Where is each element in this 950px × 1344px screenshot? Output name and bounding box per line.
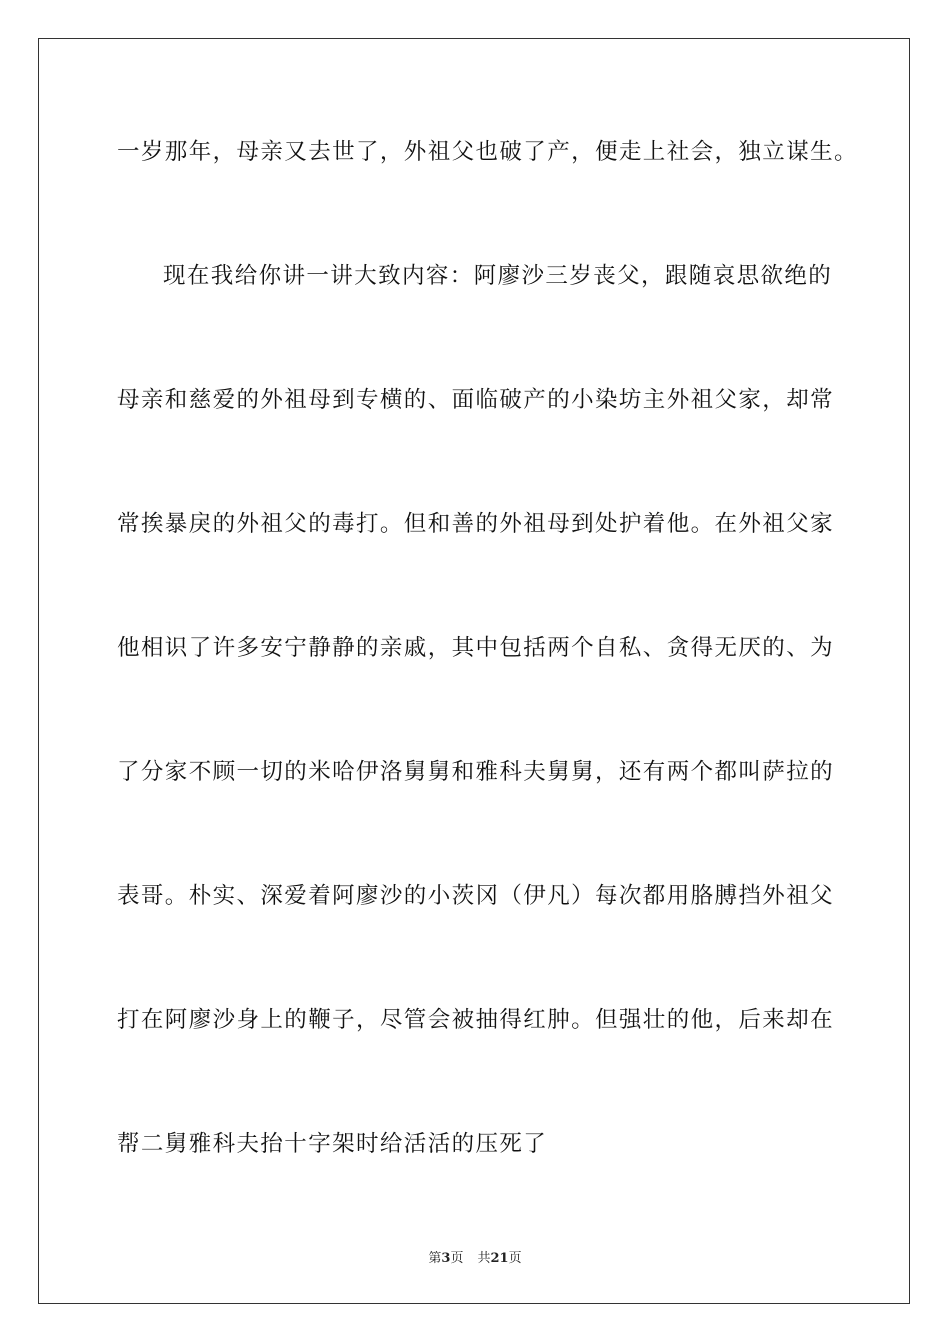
text-line-6: 了分家不顾一切的米哈伊洛舅舅和雅科夫舅舅，还有两个都叫萨拉的: [117, 759, 835, 785]
text-line-3: 母亲和慈爱的外祖母到专横的、面临破产的小染坊主外祖父家，却常: [117, 387, 835, 413]
total-pages: 21: [490, 1251, 509, 1266]
total-suffix: 页: [508, 1251, 522, 1266]
text-line-4: 常挨暴戾的外祖父的毒打。但和善的外祖母到处护着他。在外祖父家: [117, 511, 835, 537]
text-line-5: 他相识了许多安宁静静的亲戚，其中包括两个自私、贪得无厌的、为: [117, 635, 835, 661]
page-footer: [0, 1247, 950, 1266]
page-number: 3: [441, 1251, 451, 1266]
text-line-8: 打在阿廖沙身上的鞭子，尽管会被抽得红肿。但强壮的他，后来却在: [117, 1007, 835, 1033]
page-border: [38, 38, 910, 1304]
text-line-1: 一岁那年，母亲又去世了，外祖父也破了产，便走上社会，独立谋生。: [117, 139, 858, 165]
page-prefix: 第: [428, 1251, 442, 1266]
page-suffix: 页: [450, 1251, 464, 1266]
text-line-2: 现在我给你讲一讲大致内容：阿廖沙三岁丧父，跟随哀思欲绝的: [163, 263, 833, 289]
total-prefix: 共: [477, 1251, 491, 1266]
text-line-7: 表哥。朴实、深爱着阿廖沙的小茨冈（伊凡）每次都用胳膊挡外祖父: [117, 883, 835, 909]
text-line-9: 帮二舅雅科夫抬十字架时给活活的压死了: [117, 1131, 548, 1157]
